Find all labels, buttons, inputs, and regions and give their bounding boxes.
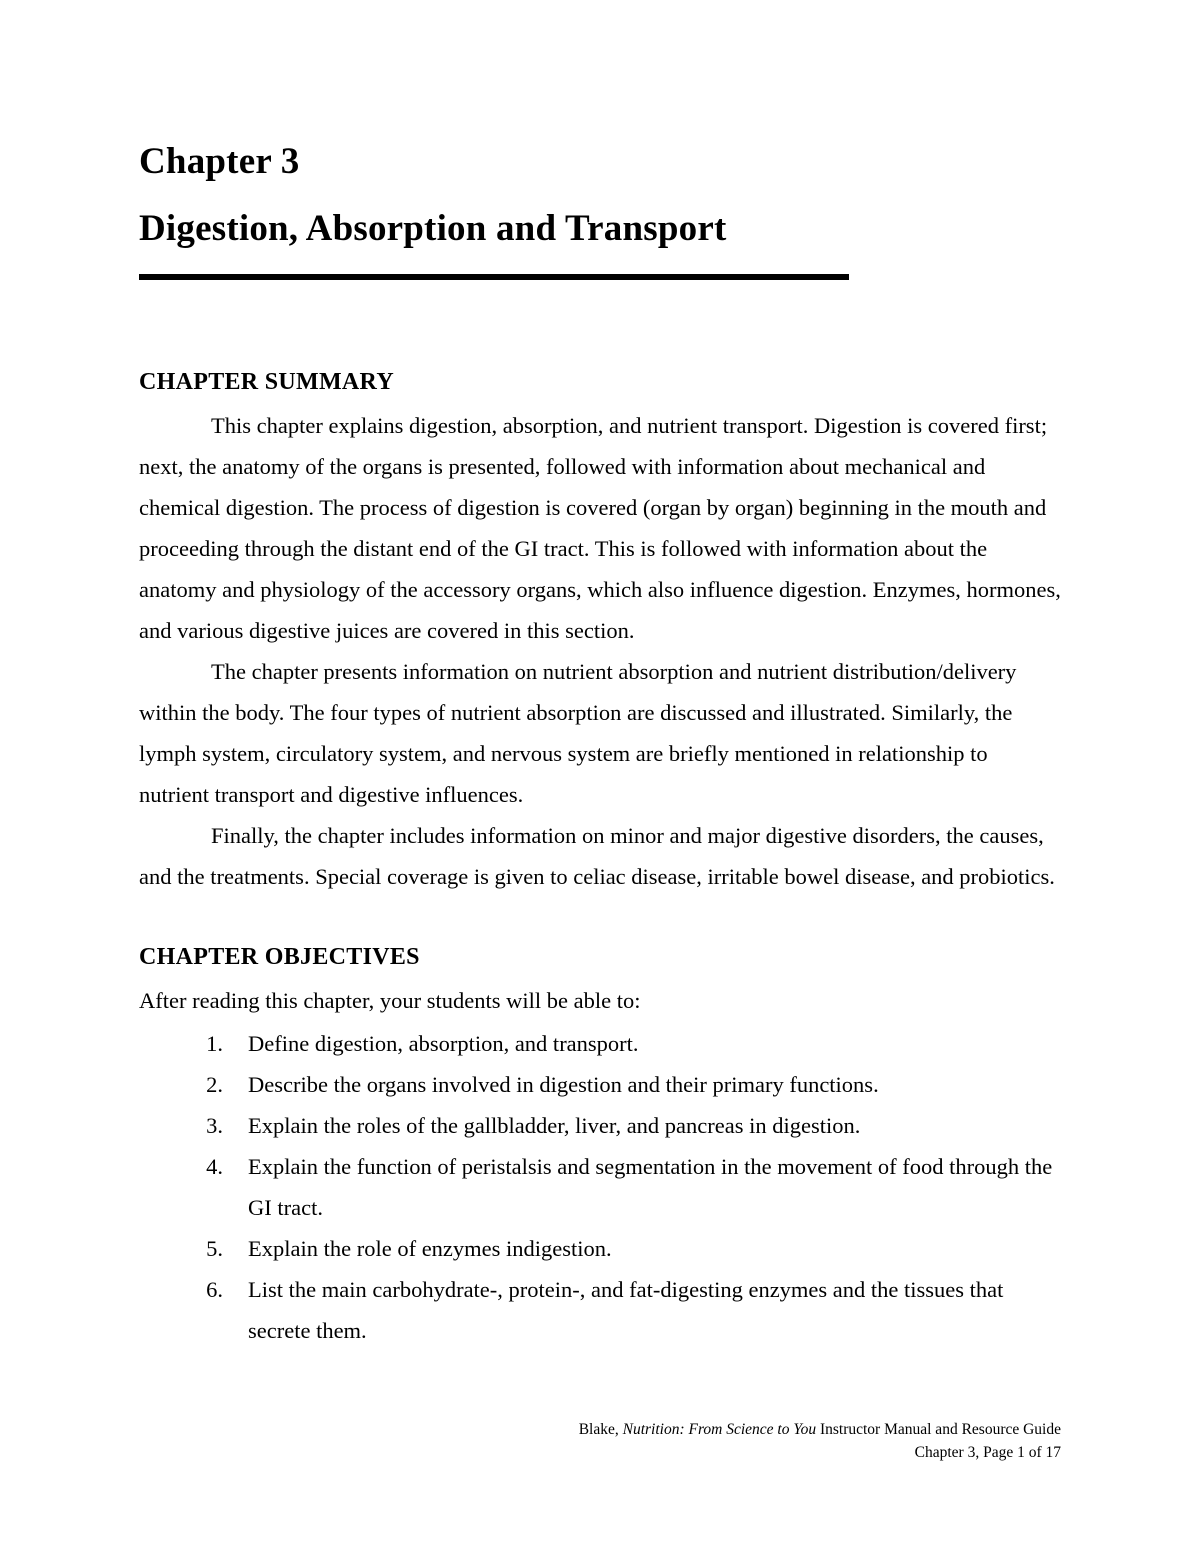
page-content <box>139 0 1061 1351</box>
list-item-label: Describe the organs involved in digestion and their primary functions. <box>248 1072 879 1097</box>
list-item-number: 2. <box>206 1072 223 1097</box>
footer-source-line <box>139 1418 1061 1441</box>
list-item <box>175 1269 1061 1351</box>
list-item-label: Explain the role of enzymes indigestion. <box>248 1236 612 1261</box>
summary-paragraph-3: Finally, the chapter includes information on minor and major digestive disorders, the causes, and the treatments. Special coverage is given to celiac disease, irritable bowel disease, and probiotics. <box>139 823 1055 889</box>
list-item <box>175 1023 1061 1064</box>
list-item-label: Explain the function of peristalsis and segmentation in the movement of food through the GI tract. <box>248 1154 1053 1220</box>
list-item-number: 4. <box>206 1154 223 1179</box>
chapter-objectives-heading: CHAPTER OBJECTIVES <box>139 944 420 970</box>
chapter-summary-heading: CHAPTER SUMMARY <box>139 369 394 395</box>
list-item-number: 3. <box>206 1113 223 1138</box>
list-item-label: List the main carbohydrate-, protein-, and fat-digesting enzymes and the tissues that secrete them. <box>248 1277 1004 1343</box>
list-item-number: 1. <box>206 1031 223 1056</box>
objectives-lead-in-text: After reading this chapter, your students will be able to: <box>139 988 641 1013</box>
footer-author: Blake, <box>578 1421 619 1438</box>
objectives-list <box>139 1023 1061 1351</box>
summary-paragraph-1: This chapter explains digestion, absorption, and nutrient transport. Digestion is covered first; next, the anatomy of the organs is presented, followed with information about mechanical and chemical digestion. The process of digestion is covered (organ by organ) beginning in the mouth and proceeding through the distant end of the GI tract. This is followed with information about the anatomy and physiology of the accessory organs, which also influence digestion. Enzymes, hormones, and various digestive juices are covered in this section. <box>139 413 1061 643</box>
page-footer <box>139 1418 1061 1464</box>
list-item-number: 5. <box>206 1236 223 1261</box>
chapter-title-heading: Digestion, Absorption and Transport <box>139 208 727 249</box>
list-item <box>175 1146 1061 1228</box>
chapter-number-heading: Chapter 3 <box>139 141 300 182</box>
list-item-number: 6. <box>206 1277 223 1302</box>
footer-manual-label: Instructor Manual and Resource Guide <box>819 1421 1061 1438</box>
list-item <box>175 1064 1061 1105</box>
list-item-label: Explain the roles of the gallbladder, liver, and pancreas in digestion. <box>248 1113 861 1138</box>
footer-book-title: Nutrition: From Science to You <box>622 1421 817 1438</box>
footer-page-line: Chapter 3, Page 1 of 17 <box>914 1444 1061 1461</box>
list-item <box>175 1105 1061 1146</box>
list-item <box>175 1228 1061 1269</box>
summary-paragraph-2: The chapter presents information on nutrient absorption and nutrient distribution/delivery within the body. The four types of nutrient absorption are discussed and illustrated. Similarly, the lymph system, circulatory system, and nervous system are briefly mentioned in relationship to nutrient transport and digestive influences. <box>139 659 1017 807</box>
list-item-label: Define digestion, absorption, and transport. <box>248 1031 639 1056</box>
